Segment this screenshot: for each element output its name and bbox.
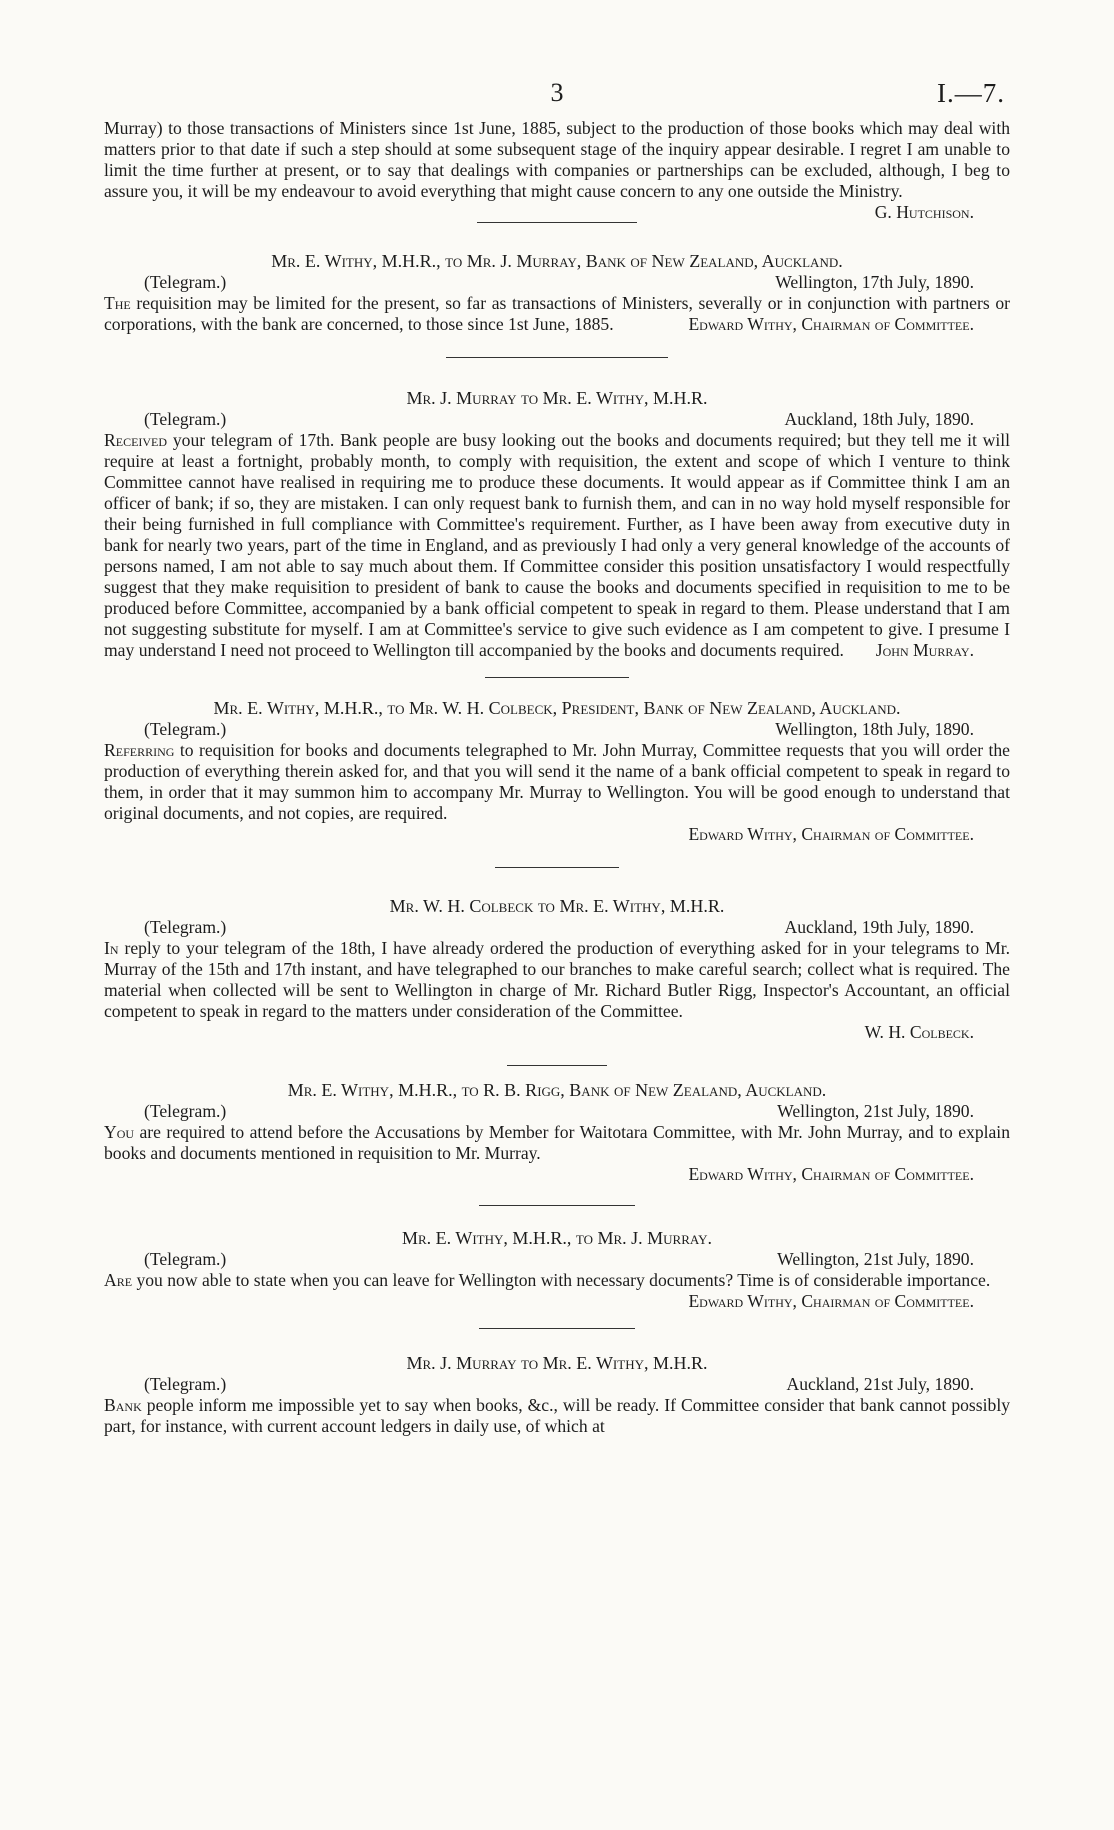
divider — [477, 222, 637, 223]
telegram-place-date: Auckland, 19th July, 1890. — [784, 917, 974, 937]
page-number: 3 — [550, 78, 564, 107]
telegram-meta — [104, 409, 1010, 430]
telegram-heading: Mr. J. Murray to Mr. E. Withy, M.H.R. — [406, 388, 708, 408]
telegram-type: (Telegram.) — [144, 719, 227, 739]
divider — [507, 1065, 607, 1066]
telegram-meta — [104, 719, 1010, 740]
telegram-type: (Telegram.) — [144, 272, 227, 292]
divider — [479, 1205, 635, 1206]
telegram-type: (Telegram.) — [144, 917, 227, 937]
telegram-7 — [104, 1353, 1010, 1437]
telegram-6 — [104, 1228, 1010, 1312]
telegram-type: (Telegram.) — [144, 409, 227, 429]
telegram-place-date: Wellington, 21st July, 1890. — [777, 1101, 974, 1121]
telegram-meta — [104, 1101, 1010, 1122]
telegram-heading: Mr. E. Withy, M.H.R., to Mr. W. H. Colbeck, President, Bank of New Zealand, Auckland. — [213, 698, 901, 718]
telegram-4 — [104, 896, 1010, 1043]
telegram-heading: Mr. E. Withy, M.H.R., to Mr. J. Murray. — [402, 1228, 712, 1248]
divider — [495, 867, 619, 868]
telegram-type: (Telegram.) — [144, 1249, 227, 1269]
telegram-body: Received your telegram of 17th. Bank people are busy looking out the books and documents required; but they tell me it will require at least a fortnight, probably month, to comply with requisition, the extent and scope of which I venture to think Committee cannot have realised in requiring me to produce these documents. It would appear as if Committee think I am an officer of bank; if so, they are mistaken. I can only request bank to furnish them, and can in no way hold myself responsible for their being furnished in full compliance with Committee's requirement. Further, as I have been away from executive duty in bank for nearly two years, part of the time in England, and as previously I had only a very general knowledge of the accounts of persons named, I am not able to say much about them. If Committee consider this position unsatisfactory I would respectfully suggest that they make requisition to president of bank to cause the books and documents specified in requisition to me to be produced before Committee, accompanied by a bank official competent to speak in regard to them. Please understand that I am not suggesting substitute for myself. I am at Committee's service to give such evidence as I am competent to give. I presume I may understand I need not proceed to Wellington till accompanied by the books and documents required. John Murray. — [104, 430, 1010, 660]
telegram-signature: Edward Withy, Chairman of Committee. — [688, 314, 974, 334]
telegram-signature: W. H. Colbeck. — [864, 1022, 974, 1042]
telegram-signature: Edward Withy, Chairman of Committee. — [688, 1291, 974, 1311]
telegram-3 — [104, 698, 1010, 845]
telegram-5 — [104, 1080, 1010, 1185]
divider — [479, 1328, 635, 1329]
document-body — [104, 118, 1010, 1437]
telegram-place-date: Wellington, 18th July, 1890. — [775, 719, 974, 739]
telegram-place-date: Wellington, 21st July, 1890. — [777, 1249, 974, 1269]
telegram-meta — [104, 1374, 1010, 1395]
telegram-meta — [104, 272, 1010, 293]
telegram-signature: Edward Withy, Chairman of Committee. — [688, 1164, 974, 1184]
intro-signature: G. Hutchison. — [874, 202, 974, 222]
telegram-place-date: Auckland, 21st July, 1890. — [786, 1374, 974, 1394]
telegram-heading: Mr. W. H. Colbeck to Mr. E. Withy, M.H.R. — [389, 896, 725, 916]
telegram-place-date: Auckland, 18th July, 1890. — [784, 409, 974, 429]
divider — [485, 677, 629, 678]
intro-paragraph: Murray) to those transactions of Ministers since 1st June, 1885, subject to the production of those books which may deal with matters prior to that date if such a step should at some subsequent stage of the inquiry appear desirable. I regret I am unable to limit the time further at present, or to say that dealings with companies or partnerships can be excluded, although, I beg to assure you, it will be my endeavour to avoid everything that might cause concern to any one outside the Ministry. G. Hutchison. — [104, 118, 1010, 222]
telegram-heading: Mr. E. Withy, M.H.R., to R. B. Rigg, Bank of New Zealand, Auckland. — [287, 1080, 827, 1100]
telegram-type: (Telegram.) — [144, 1101, 227, 1121]
telegram-1 — [104, 251, 1010, 335]
telegram-meta — [104, 917, 1010, 938]
telegram-body: You are required to attend before the Accusations by Member for Waitotara Committee, with Mr. John Murray, and to explain books and documents mentioned in requisition to Mr. Murray. — [104, 1122, 1010, 1163]
telegram-type: (Telegram.) — [144, 1374, 227, 1394]
telegram-heading: Mr. J. Murray to Mr. E. Withy, M.H.R. — [406, 1353, 708, 1373]
telegram-body: In reply to your telegram of the 18th, I have already ordered the production of everything asked for in your telegrams to Mr. Murray of the 15th and 17th instant, and have telegraphed to our branches to make careful search; collect what is required. The material when collected will be sent to Wellington in charge of Mr. Richard Butler Rigg, Inspector's Accountant, an official competent to speak in regard to the matters under consideration of the Committee. — [104, 938, 1011, 1021]
telegram-meta — [104, 1249, 1010, 1270]
document-reference: I.—7. — [937, 78, 1005, 108]
telegram-heading: Mr. E. Withy, M.H.R., to Mr. J. Murray, Bank of New Zealand, Auckland. — [271, 251, 843, 271]
telegram-signature: Edward Withy, Chairman of Committee. — [688, 824, 974, 844]
telegram-body: Bank people inform me impossible yet to say when books, &c., will be ready. If Committee consider that bank cannot possibly part, for instance, with current account ledgers in daily use, of which at — [104, 1395, 1010, 1436]
telegram-body: Referring to requisition for books and documents telegraphed to Mr. John Murray, Committee requests that you will order the production of everything therein asked for, and that you will send it the name of a bank official competent to speak in regard to them, in order that it may summon him to accompany Mr. Murray to Wellington. You will be good enough to understand that original documents, and not copies, are required. — [104, 740, 1010, 823]
telegram-2 — [104, 388, 1010, 661]
telegram-body: The requisition may be limited for the present, so far as transactions of Ministers, severally or in conjunction with partners or corporations, with the bank are concerned, to those since 1st June, 1885. Edward Withy, Chairman of Committee. — [104, 293, 1010, 334]
divider — [446, 357, 668, 358]
telegram-place-date: Wellington, 17th July, 1890. — [775, 272, 974, 292]
telegram-body: Are you now able to state when you can leave for Wellington with necessary documents? Time is of considerable importance. Edward Withy, Chairman of Committee. — [104, 1270, 1010, 1291]
telegram-signature: John Murray. — [875, 640, 974, 660]
